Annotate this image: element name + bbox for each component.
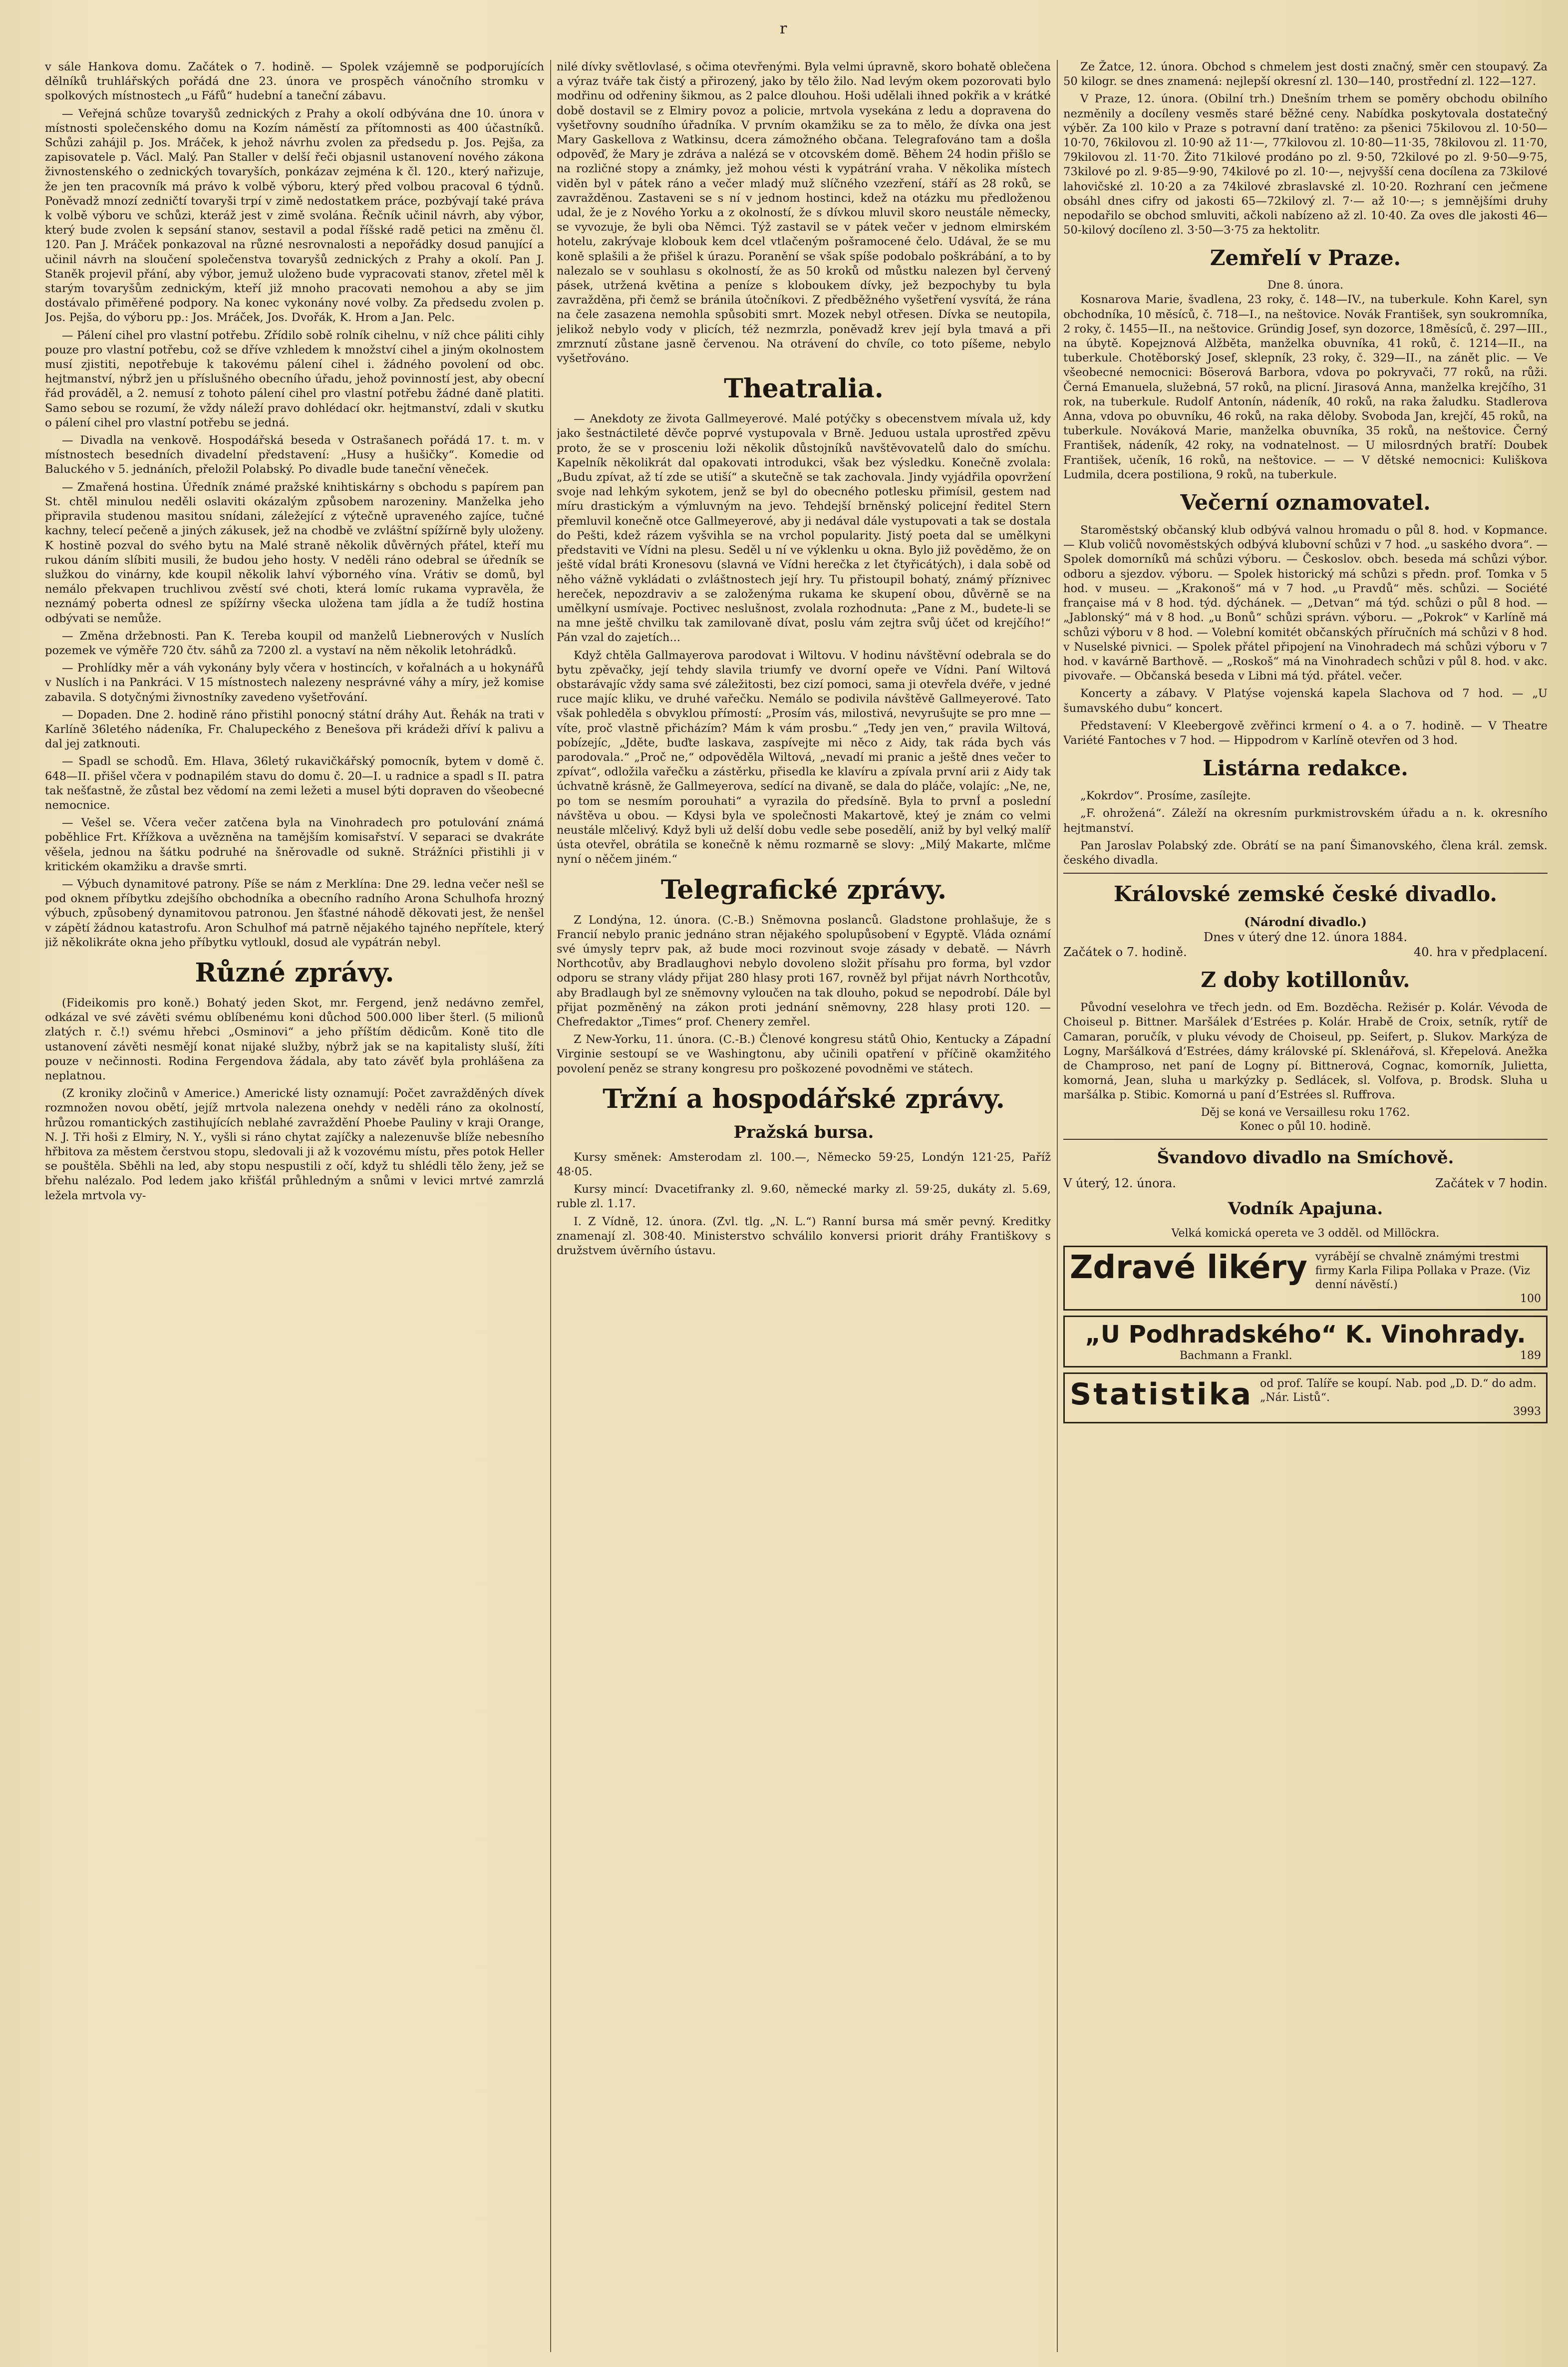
theatre-subscription: 40. hra v předplacení. [1413, 945, 1548, 960]
play-place: Děj se koná ve Versaillesu roku 1762. [1201, 1106, 1410, 1119]
paragraph: Kursy směnek: Amsterodam zl. 100.—, Německo 59·25, Londýn 121·25, Paříž 48·05. [557, 1150, 1051, 1178]
subheading: Pražská bursa. [733, 1122, 874, 1142]
section-heading: Zemřelí v Praze. [1210, 246, 1401, 271]
paragraph: Představení: V Kleebergově zvěřinci krmení o 4. a o 7. hodině. — V Theatre Variété Fantoches v 7 hod. — Hippodrom v Karlíně otevřen od 3 hod. [1063, 719, 1548, 747]
play-end: Konec o půl 10. hodině. [1240, 1120, 1371, 1133]
paragraph: Ze Žatce, 12. února. Obchod s chmelem jest dosti značný, směr cen stoupavý. Za 50 kilogr. se dnes znamená: nejlepší okresní zl. 130—140, prostřední zl. 122—127. [1063, 60, 1548, 88]
corner-mark: r [780, 20, 787, 37]
ad-text: vyrábějí se chvalně známými trestmi firmy Karla Filipa Pollaka v Praze. (Viz denní návěstí.) [1315, 1250, 1530, 1291]
theatre-info-row [1063, 1176, 1548, 1191]
date-line: Dne 8. února. [1267, 279, 1343, 292]
ad-title: „U Podhradského“ K. Vinohrady. [1085, 1320, 1526, 1349]
section-heading: Tržní a hospodářské zprávy. [603, 1083, 1005, 1114]
theatre-heading: Švandovo divadlo na Smíchově. [1157, 1147, 1454, 1168]
theatre-info-row [1063, 945, 1548, 960]
section-heading: Večerní oznamovatel. [1180, 490, 1431, 515]
ad-text: od prof. Talíře se koupí. Nab. pod „D. D.“ do adm. „Nár. Listů“. [1259, 1377, 1537, 1404]
play-description: Velká komická opereta ve 3 odděl. od Millöckra. [1171, 1227, 1440, 1240]
paragraph: v sále Hankova domu. Začátek o 7. hodině. — Spolek vzájemně se podporujících dělníků truhlářských pořádá dne 23. února ve prospěch vánočního stromku v spolkových místnostech „u Fáfů“ hudební a taneční zábavu. [45, 60, 544, 103]
play-title: Vodník Apajuna. [1228, 1198, 1383, 1219]
column-1 [45, 60, 544, 2352]
paragraph: (Z kroniky zločinů v Americe.) Americké listy oznamují: Počet zavražděných dívek rozmnožen novou obětí, jejíž mrtvola nalezena onehdy v neděli ráno za okolností, hrůzou romantických zastihujících neblahé zavraždění Phoebe Pauliny v kraji Orange, N. J. Tři hoši z Elmiry, N. Y., vyšli si ráno chytat zajíčky a nalezenuvše blíže nebesního hřbitova za městem čerstvou stopu, sledovali ji až k vozovému místu, přes potok Heller se pouštěla. Sběhli na led, aby stopu nespustili z očí, když tu shlédli tělo ženy, jež se břehu nalézalo. Pod ledem jako křišťál průhledným a snůmi v levici mrtvé zamrzlá ležela mrtvola vy- [45, 1087, 544, 1202]
ad-number: 3993 [1513, 1405, 1541, 1418]
paragraph: — Prohlídky měr a váh vykonány byly včera v hostincích, v kořalnách a u hokynářů v Nuslích i na Pankráci. V 15 místnostech nalezeny nesprávné váhy a míry, jež komise zabavila. S dotyčnými živnostníky zavedeno vyšetřování. [45, 662, 544, 704]
paragraph: — Pálení cihel pro vlastní potřebu. Zřídilo sobě rolník cihelnu, v níž chce páliti cihly pouze pro vlastní potřebu, což se dříve vzhledem k množství cihel a jiným okolnostem musí zjistiti, nepotřebuje k takovému pálení cihel i. žádného povolení od obc. hejtmanství, nýbrž jen u příslušného obecního úřadu, jehož povinností jest, aby obecní řád prováděl, a 2. nemusí z tohoto pálení cihel pro vlastní potřebu žádné daně platiti. Samo sebou se rozumí, že vždy náleží pravo dohlédací okr. hejtmanství, zdali v skutku o pálení cihel pro vlastní potřebu se jedná. [45, 329, 544, 429]
paragraph: — Dopaden. Dne 2. hodině ráno přistihl ponocný státní dráhy Aut. Řehák na trati v Karlíně 36letého nádeníka, Fr. Chalupeckého z Benešova při krádeži dříví k palivu a dal jej zatknouti. [45, 708, 544, 751]
advertisement-statistika [1063, 1372, 1548, 1423]
paragraph: — Spadl se schodů. Em. Hlava, 36letý rukavičkářský pomocník, bytem v domě č. 648—II. přišel včera v podnapilém stavu do domu č. 20—I. u radnice a spadl s II. patra tak nešťastně, že zůstal bez vědomí na zemi ležeti a musel býti dopraven do všeobecné nemocnice. [45, 755, 544, 812]
ad-number: 189 [1520, 1349, 1541, 1362]
paragraph: — Zmařená hostina. Úředník známé pražské knihtiskárny s obchodu s papírem pan St. chtěl minulou neděli oslaviti okázalým způsobem narozeniny. Manželka jeho připravila studenou masitou snídani, záležející z výtečně upraveného zajíce, tučné kachny, telecí pečeně a jiných zákusek, jež na chodbě ve zvláštní spížírně byly uloženy. K hostině pozval do svého bytu na Malé straně několik důvěrných přátel, kteří mu rukou dáním slíbiti musili, že budou jeho hosty. V neděli ráno odebral se úředník se služkou do vinárny, kde koupil několik lahví výborného vína. Vrátiv se domů, byl nemálo překvapen truchlivou zvěstí své choti, která lomíc rukama vypravěla, že neznámý pobertа odnesl ze spížírny všecka uložena tam jídla a že tudíž hostina odbývati se nemůže. [45, 480, 544, 625]
paragraph: Koncerty a zábavy. V Platýse vojenská kapela Slachova od 7 hod. — „U šumavského dubu“ koncert. [1063, 687, 1548, 715]
paragraph: Když chtěla Gallmayerova parodovat i Wiltovu. V hodinu návštěvní odebrala se do bytu zpěvačky, její tehdy slavila triumfy ve dvorní opeře ve Vídni. Paní Wiltová obstarávajíc vždy sama své záležitosti, bez cizí pomoci, sama ji otevřela dvéře, v jedné ruce majíc kliku, ve druhé vařečku. Nemálo se podivila návštěvě Gallmeyerové. Tato však pohleděla s obvyklou přímostí: „Prosím vás, milostivá, nevyrušujte se pro mne — víte, proč vlastně přicházím? Mám k vám prosbu.“ „Tedy jen ven,“ pravila Wiltová, pobízejíc, „Jděte, buďte laskava, zaspívejte mi něco z Aidy, tak ráda bych vás parodovala.“ „Proč ne,“ odpověděla Wiltová, „nevadí mi pranic a ještě dnes večer to zpívat“, odložila vařečku a zástěrku, přisedla ke klavíru a zpívala první arii z Aidy tak úchvatně krásně, že Gallmeyerova, sedící na divaně, se dala do pláče, volajíc: „Ne, ne, po tom se nesmím porouhati“ a vyrazila do předsíně. Byla to prvnÍ a poslední návštěva u obou. — Kdysi byla ve společnosti Makartově, kteý je znám co velmi neustále mlčelivý. Když byli už delší dobu vedle sebe posedělí, aniž by byl velký malíř ústa otevřel, obrátila se konečně k němu rozmarně se slovy: „Milý Makarte, mlčme nyní o něčem jiném.“ [557, 649, 1051, 866]
paragraph: — Vešel se. Včera večer zatčena byla na Vinohradech pro potulování známá poběhlice Frt. Křížkova a uvězněna na tamějším komisařství. V separaci se dvakráte věšela, jednou na šátku podruhé na šněrovadle od sukně. Strážníci přistihli ji v kritickém okamžiku a dravše smrti. [45, 816, 544, 873]
paragraph: „F. ohrožená“. Záleží na okresním purkmistrovském úřadu a n. k. okresního hejtmanství. [1063, 807, 1548, 835]
divider [1063, 873, 1548, 874]
paragraph: — Divadla na venkově. Hospodářská beseda v Ostrašanech pořádá 17. t. m. v místnostech besedních divadelní představení: „Husy a hušičky“. Komedie od Baluckého v 5. jednáních, přeložil Polabský. Po divadle bude taneční věneček. [45, 434, 544, 476]
column-rule [1057, 60, 1058, 2352]
column-2 [557, 60, 1051, 2352]
paragraph: Z New-Yorku, 11. února. (C.-B.) Členové kongresu států Ohio, Kentucky a Západní Virginie sestoupí se ve Washingtonu, aby učinili opatření v příčině okamžitého povolení peněz se strany kongresu pro poškozené povodněmi ve státech. [557, 1033, 1051, 1075]
play-title: Z doby kotillonův. [1201, 968, 1410, 993]
ad-title: Statistika [1070, 1376, 1253, 1412]
column-3 [1063, 60, 1548, 2352]
theatre-date: Dnes v úterý dne 12. února 1884. [1204, 930, 1407, 945]
advertisement-liqueurs [1063, 1246, 1548, 1311]
paragraph: Kursy mincí: Dvacetifranky zl. 9.60, německé marky zl. 59·25, dukáty zl. 5.69, ruble zl. 1.17. [557, 1183, 1051, 1211]
paragraph: „Kokrdov“. Prosíme, zasílejte. [1080, 789, 1251, 803]
section-heading: Různé zprávy. [195, 957, 394, 988]
paragraph: V Praze, 12. února. (Obilní trh.) Dnešním trhem se poměry obchodu obilního nezměnily a docíleny vesměs staré běžné ceny. Nabídka poskytovala dostatečný výběr. Za 100 kilo v Praze s potravní daní tratěno: za pšenici 75kilovou zl. 10·50—10·70, 76kilovou zl. 10·90 až 11·—, 77kilovou zl. 10·80—11·35, 78kilovou zl. 11·70, 79kilovou zl. 11·70. Žito 71kilové prodáno po zl. 9·50, 72kilové po zl. 9·50—9·75, 73kilové po zl. 9·85—9·90, 74kilové po zl. 10·—, nejvyšší cena docílena za 73kilové lahovičské zl. 10·20 a za 74kilové zbraslavské zl. 10·20. Rozhraní cen ječmene obsáhl dnes cifry od jakosti 65—72kilový zl. 7·— až 10·—; s jemnějšími druhy nepodařilo se obchod smluviti, ačkoli nabízeno až zl. 10·40. Za oves dle jakosti 46—50-kilový docíleno zl. 3·50—3·75 za hektolitr. [1063, 92, 1548, 237]
section-heading: Telegrafické zprávy. [660, 874, 947, 905]
ad-title: Zdravé likéry [1070, 1249, 1307, 1286]
ad-footer [1070, 1349, 1541, 1363]
ad-number: 100 [1520, 1292, 1541, 1305]
paragraph: nilé dívky světlovlasé, s očima otevřenými. Byla velmi úpravně, skoro bohatě oblečena a výraz tváře tak čistý a přirozený, jako by tělo žilo. Nad levým okem pozorovati bylo modřinu od odřeniny šikmou, as 2 palce dlouhou. Hoši udělali ihned pokřik a v krátké době dostavil se z Elmiry povoz a policie, mrtvola vysekána z ledu a dopravena do vyšetřovny soudního úřadníka. V prvním okamžiku se za to mělo, že dívka ona jest Mary Gaskellova z Watkinsu, dcera zámožného občana. Telegrafováno tam a došla odpověď, že Mary je zdráva a nalézá se v otcovském domě. Během 24 hodin přišlo se na rozličné stopy a známky, jež mohou vésti k vypátrání vraha. V několika místech viděn byl v pátek ráno a večer mladý muž slíčného vzezření, stáří as 28 roků, se zavražděnou. Zastaveni se s ní v jednom hostinci, kdež na otázku mu předloženou udal, že je z Nového Yorku a z okolností, že s dívkou mluvil skoro neustále německy, se vyvozuje, že byli oba Němci. Týž zastavil se v pátek večer v jednom elmirském hotelu, zakrývaje klobouk kem dcel vtlačeným pošramocené čelo. Udával, že se mu koně splašili a že přišel k úrazu. Poranění se však spíše podobalo poškrábání, a to by nalezalo se v souhlasu s okolností, že as 50 kroků od můstku nalezen byl červený pásek, utržená květina a peníze s kloboukem dívky, jež bezpochyby tu byla zavražděna, při čemž se bránila útočníkovi. Z předběžného vyšetření vysvítá, že rána na čele zasazena nemohla spůsobiti smrt. Mozek nebyl otřesen. Dívka se neutopila, jelikož nebylo vody v plicích, též nezmrzla, poněvadž krev její byla tmavá a při zmrznutí zůstane jasně červenou. Na otrávení do chvíle, co toto píšeme, nebylo vyšetřováno. [557, 60, 1051, 365]
paragraph: Kosnarova Marie, švadlena, 23 roky, č. 148—IV., na tuberkule. Kohn Karel, syn obchodníka, 10 měsíců, č. 718—I., na neštovice. Novák František, syn soukromníka, 2 roky, č. 1455—II., na neštovice. Gründig Josef, syn dozorce, 18měsíců, č. 297—III., na úbytě. Kopejznová Alžběta, manželka obuvníka, 41 roků, č. 1214—II., na tuberkule. Chotěborský Josef, sklepník, 23 roky, č. 329—II., na zánět plic. — Ve všeobecné nemocnici: Böserová Barbora, vdova po pokryvači, 77 roků, na růži. Černá Emanuela, služebná, 57 roků, na plicní. Jirasová Anna, manželka krejčího, 31 rok, na tuberkule. Rudolf Antonín, nádeník, 40 roků, na raka žaludku. Stadlerova Anna, vdova po obuvníku, 46 roků, na raka děloby. Svoboda Jan, krejčí, 45 roků, na tuberkule. Nováková Marie, manželka obuvníka, 35 roků, na neštovice. Černý František, nádeník, 42 roky, na vodnatelnost. — U milosrdných bratří: Doubek František, učeník, 16 roků, na neštovice. — — V dětské nemocnici: Kuliškova Ludmila, dcera postiliona, 9 roků, na tuberkule. [1063, 293, 1548, 481]
paragraph: Původní veselohra ve třech jedn. od Em. Bozděcha. Režisér p. Kolár. Vévoda de Choiseul p. Bittner. Maršálek d’Estrées p. Kolár. Hrabě de Croix, setník, rytíř de Camaran, poručík, v pluku vévody de Choiseul, pp. Seifert, p. Slukov. Markýza de Logny, Maršálková d’Estrées, dámy královské pí. Sklenářová, sl. Křepelová. Anežka de Champroso, net paní de Logny pí. Bittnerová, Cognac, komorník, Julietta, komorná, Jean, sluha u markýzky p. Sedlácek, sl. Volfova, p. Brodsk. Sluha u maršálka p. Stibic. Komorná u paní d’Estrées sl. Ruffrova. [1063, 1001, 1548, 1102]
paragraph: — Veřejná schůze tovaryšů zednických z Prahy a okolí odbývána dne 10. února v místnosti společenského domu na Kozím náměstí za přítomnosti as 400 účastníků. Schůzi zahájil p. Jos. Mráček, k jehož návrhu zvolen za předsedu p. Jos. Pejša, za zapisovatele p. Václ. Malý. Pan Staller v delší řeči objasnil ustanovení nového zákona živnostenského o zednických tovaryších, ponkázav zejména k čl. 120., který nařizuje, že jen ten pracovník má právo k volbě výboru, který před volbou pracoval 6 týdnů. Poněvadž mnozí zedničtí tovaryši trpí v zimě nedostatkem práce, pozbývají také práva k volbě výboru ve schůzi, kteráž jest v zimě svolána. Řečník učinil návrh, aby výbor, který bude zvolen k sepsání stanov, sestavil a podal říšské radě petici na změnu čl. 120. Pan J. Mráček ponkazoval na různé nesrovnalosti a nepořádky dosud panující a učinil návrh na sloučení společenstva tovaryšů zednických z Prahy a okolí. Pan J. Staněk projevil přání, aby výbor, jemuž uloženo bude vypracovati stanov, zřetel měl k starým tovaryšům zednickým, kteří již mnoho pracovati nemohou a aby se jim dostávalo přiměřené podpory. Na konec vykonány nové volby. Za předsedu zvolen p. Jos. Pejša, do výboru pp.: Jos. Mráček, Jos. Dvořák, K. Hrom a Jan. Pelc. [45, 107, 544, 325]
section-heading: Listárna redakce. [1203, 756, 1408, 781]
theatre-start: Začátek v 7 hodin. [1435, 1176, 1548, 1190]
paragraph: Pan Jaroslav Polabský zde. Obrátí se na paní Šimanovského, člena král. zemsk. českého divadla. [1063, 839, 1548, 867]
column-rule [550, 60, 551, 2352]
section-heading: Theatralia. [724, 373, 884, 404]
paragraph: — Anekdoty ze života Gallmeyerové. Malé potýčky s obecenstvem mívala už, kdy jako šestnáctileté děvče poprvé vystupovala v Brně. Jeduou ustala uprostřed zpěvu proto, že se v prosceniu loži několik důstojníků navštěvovatelů dalo do smíchu. Kapelník několikrát dal opakovati introdukci, však bez výsledku. Konečně zvolala: „Budu zpívat, až tí zde se utiší“ a skutečně se tak zachovala. Jindy vyjádřila opovržení svoje nad lehkým sykotem, jenž se byl do obecného potlesku přimísil, gestem nad míru drastickým a výmluvným na jevo. Tehdejší brněnský policejní ředitel Stern přemluvil konečně otce Gallmeyerové, aby ji nedával dále vystupovati a tak se dostala do Pešti, kdež rázem vyšvihla se na vrchol popularity. Jistý poeta dal se umělkyni představiti ve Vídni na plesu. Seděl u ní ve výklenku u okna. Bylo již pověděmo, že on ještě vídal bráti Kronesovu (slavná ve Vídni herečka z let čtyřicátých), i dala sobě od něho vážně vykládati o zvláštnostech její hry. Tu přistoupil bohatý, známý příznivec hereček, nepozdraviv a se založenýma rukama ke skupení obou, důvěrně se na umělkyní usmívaje. Poctivec neslušnost, zvolala rozhodnuta: „Pane z M., budete-li se na mne ještě chvilku tak zamilovaně dívat, poslu vám zejtra svůj účet od krejčího!“ Pán vzal do zajetích... [557, 412, 1051, 645]
paragraph: Staroměstský občanský klub odbývá valnou hromadu o půl 8. hod. v Kopmance. — Klub voličů novoměstských odbývá klubovní schůzi v 7 hod. „u saského dvora“. — Spolek domorníků má schůzi výboru. — Českoslov. obch. beseda má schůzi výbor. odboru a sjezdov. výboru. — Spolek historický má schůzi s předn. prof. Tomka v 5 hod. v museu. — „Krakonoš“ má v 7 hod. „u Pravdů“ měs. schůzi. — Société française má v 8 hod. týd. dýchánek. — „Detvan“ má týd. schůzi o půl 8 hod. — „Jablonský“ má v 8 hod. „u Bonů“ schůzi správn. výboru. — „Pokrok“ v Karlíně má schůzi výboru v 8 hod. — Volební komitét občanských příručních má schůzi v 8 hod. v Nuselské pivnici. — Spolek přátel připojení na Vinohradech má schůzi výboru v 7 hod. v kavárně Barthově. — „Roskoš“ má na Vinohradech schůzi v půl 8. hod. v akc. pivovaře. — Občanská beseda v Libni má týd. přátel. večer. [1063, 524, 1548, 683]
paragraph: (Fideikomis pro koně.) Bohatý jeden Skot, mr. Fergend, jenž nedávno zemřel, odkázal ve své závěti svému oblíbenému koni důchod 500.000 liber šterl. (5 milionů zlatých r. č.!) svému hřebci „Osminovi“ a jeho příštím dědicům. Koně tito dle ustanovení závěti nesmějí konat nijaké služby, nýbrž jak se na kapitalisty sluší, žíti pouze v nečinnosti. Rodina Fergendova žádala, aby tato závěť byla prohlášena za neplatnou. [45, 996, 544, 1082]
divider [1063, 1139, 1548, 1140]
paragraph: — Výbuch dynamitové patrony. Píše se nám z Merklína: Dne 29. ledna večer nešl se pod oknem příbytku zdejšího obchodníka a obecního radního Arona Schulhofa hrozný výbuch, způsobený dynamitovou patronou. Jen šťastné náhodě děkovati jest, že nenšel v zápětí žádnou katastrofu. Aron Schulhof má patrně nějakého tajného nepřítele, který již několikráte okna jeho příbytku vytloukl, dosud ale vypátrán nebyl. [45, 877, 544, 949]
paragraph: I. Z Vídně, 12. února. (Zvl. tlg. „N. L.“) Ranní bursa má směr pevný. Kreditky znamenají zl. 308·40. Ministerstvo schválilo konversi priorit dráhy Františkovy s družstvem úvěrního ústavu. [557, 1215, 1051, 1258]
paragraph: Z Londýna, 12. února. (C.-B.) Sněmovna poslanců. Gladstone prohlašuje, že s Francií nebylo pranic jednáno stran nějakého spolupůsobení v Egyptě. Vláda oznámí své úmysly teprv pak, až bude moci rozvinout svoje zásady v debatě. — Návrh Northcotův, aby Bradlaughovi nebylo dovoleno složit přísahu pro forma, byl vzdor odporu se strany vlády přijat 280 hlasy proti 167, rovněž byl přijat návrh Northcotův, aby Bradlaugh byl ze sněmovny vyloučen na tak dlouho, pokud se nepodrobí. Dále byl přijat pozměněný na zákon proti jednání sněmovny, 228 hlasy proti 120. — Chefredaktor „Times“ prof. Chenery zemřel. [557, 913, 1051, 1028]
ad-text: Bachmann a Frankl. [1180, 1349, 1292, 1362]
theatre-heading: Královské zemské české divadlo. [1114, 882, 1497, 907]
theatre-date: V úterý, 12. února. [1063, 1176, 1176, 1190]
paragraph: — Změna držebnosti. Pan K. Tereba koupil od manželů Liebnerových v Nuslích pozemek ve výměře 720 čtv. sáhů za 7200 zl. a vystaví na něm několik letohrádků. [45, 629, 544, 657]
theatre-start: Začátek o 7. hodině. [1063, 945, 1187, 960]
advertisement-podhradsky [1063, 1316, 1548, 1367]
theatre-subtitle: (Národní divadlo.) [1244, 915, 1367, 930]
